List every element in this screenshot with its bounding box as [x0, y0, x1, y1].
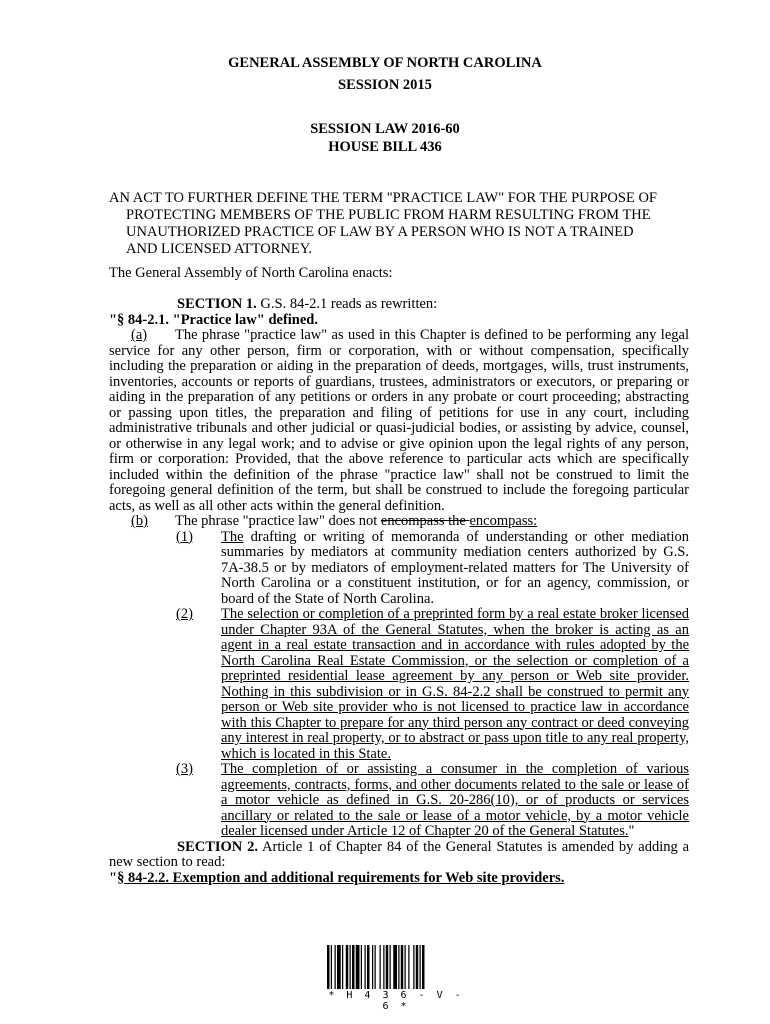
barcode-bar	[386, 945, 389, 989]
barcode-bar	[346, 945, 349, 989]
subsection-b-text	[175, 514, 689, 530]
subdivision-1-body: drafting or writing of memoranda of understanding or other mediation summaries by mediators at community mediation centers authorized by G.S. 7A-38.5 or by mediators of employment-related matters for The University of North Carolina or a constituent institution, or for an agency, commission, or board of the State of North Carolina.	[221, 528, 689, 607]
act-title-line: AN ACT TO FURTHER DEFINE THE TERM "PRACTICE LAW" FOR THE PURPOSE OF	[109, 190, 657, 206]
subsection-a-body: The phrase "practice law" as used in this Chapter is defined to be performing any legal service for any other person, firm or corporation, with or without compensation, specifically including the preparation or aiding in the preparation of deeds, mortgages, wills, trust instruments, inventories, accounts or reports of guardians, trustees, administrators or executors, or preparing or aiding in the preparation of any petitions or orders in any probate or court proceeding; abstracting or passing upon titles, the preparation and filing of petitions for use in any court, including administrative tribunals and other judicial or quasi-judicial bodies, or assisting by advice, counsel, or otherwise in any legal work; and to advise or give opinion upon the legal rights of any person, firm or corporation: Provided, that the above reference to particular acts which are specifically included within the definition of the phrase "practice law" shall not be construed to limit the foregoing general definition of the term, but shall be construed to include the foregoing particular acts, as well as all other acts within the general definition.	[109, 327, 689, 514]
act-title-line: PROTECTING MEMBERS OF THE PUBLIC FROM HARM RESULTING FROM THE	[126, 207, 651, 223]
barcode-bar	[375, 945, 376, 989]
session-law-heading: SESSION LAW 2016-60	[310, 121, 460, 137]
barcode-bar	[390, 945, 391, 989]
barcode-bar	[401, 945, 404, 989]
subdivision-2-number: (2)	[176, 606, 193, 622]
barcode-bar	[337, 945, 341, 989]
subsection-b	[109, 514, 689, 530]
barcode-bar	[380, 945, 381, 989]
act-title	[109, 190, 689, 258]
subdivision-3-text	[221, 762, 689, 840]
barcode-bar	[342, 945, 343, 989]
subdivision-1	[109, 530, 689, 608]
barcode-bar	[416, 945, 419, 989]
section-2-heading: SECTION 2.	[177, 838, 258, 855]
barcode-bar	[420, 945, 421, 989]
section-2-intro	[109, 840, 689, 871]
added-text: encompass:	[469, 513, 538, 529]
barcode-bar	[405, 945, 406, 989]
bill-heading: HOUSE BILL 436	[328, 139, 442, 155]
subdivision-1-number: (1)	[176, 528, 193, 545]
section-1-heading: SECTION 1.	[177, 296, 257, 312]
new-section-title: § 84-2.2. Exemption and additional requirements for Web site providers.	[117, 869, 565, 886]
subdivision-3-body: The completion of or assisting a consumer in the completion of various agreements, contracts, forms, and other documents related to the sale or lease of a motor vehicle as defined in G.S. 20-286(10), or of products or services ancillary or related to the sale or lease of a motor vehicle, by a motor vehicle dealer licensed under Article 12 of Chapter 20 of the General Statutes.	[221, 761, 689, 839]
section-2-text: Article 1 of Chapter 84 of the General Statutes is amended by adding a new section to read:	[109, 838, 689, 870]
enacting-clause: The General Assembly of North Carolina enacts:	[109, 265, 393, 281]
barcode-bar	[372, 945, 373, 989]
barcode	[327, 945, 465, 989]
section-1	[109, 297, 689, 886]
assembly-heading: GENERAL ASSEMBLY OF NORTH CAROLINA	[228, 55, 542, 71]
statute-heading	[109, 313, 689, 329]
barcode-bar	[398, 945, 399, 989]
section-1-intro	[109, 297, 689, 313]
subdivision-3	[109, 762, 689, 840]
subsection-a	[109, 328, 689, 514]
subdivision-3-number: (3)	[176, 761, 193, 777]
subsection-b-body: The phrase "practice law" does not	[175, 513, 381, 529]
barcode-bar	[356, 945, 360, 989]
barcode-bar	[413, 945, 414, 989]
barcode-bar	[335, 945, 336, 989]
subsection-b-number: (b)	[131, 513, 148, 529]
barcode-bar	[422, 945, 425, 989]
barcode-bar	[367, 945, 370, 989]
subdivision-2-text: The selection or completion of a preprinted form by a real estate broker licensed under Chapter 93A of the General Statutes, when the broker is acting as an agent in a real estate transaction and in accordance with rules adopted by the North Carolina Real Estate Commission, or the selection or completion of a preprinted residential lease agreement by any person or Web site provider. Nothing in this subdivision or in G.S. 84-2.2 shall be construed to permit any person or Web site provider who is not licensed to practice law in accordance with this Chapter to prepare for any third person any contract or deed conveying any interest in real property, or to abstract or pass upon title to any real property, which is located in this State.	[221, 606, 689, 762]
statute-number: "§ 84-2.1.	[109, 311, 170, 328]
subdivision-1-text	[221, 530, 689, 608]
barcode-bar	[327, 945, 330, 989]
barcode-text: * H 4 3 6 - V - 6 *	[328, 990, 464, 1012]
subdivision-2	[109, 607, 689, 762]
act-title-line: UNAUTHORIZED PRACTICE OF LAW BY A PERSON WHO IS NOT A TRAINED	[126, 224, 634, 240]
section-1-text: G.S. 84-2.1 reads as rewritten:	[256, 296, 438, 312]
statute-title: "Practice law" defined.	[169, 311, 318, 328]
subsection-a-text	[109, 328, 689, 514]
subsection-a-number: (a)	[131, 327, 148, 343]
barcode-bar	[331, 945, 332, 989]
added-text: The	[221, 528, 244, 545]
struck-text: encompass the	[380, 513, 470, 529]
new-section-heading	[109, 871, 689, 887]
barcode-bar	[383, 945, 384, 989]
opening-quote: "	[109, 869, 118, 886]
closing-quote: "	[628, 823, 635, 839]
barcode-bar	[365, 945, 366, 989]
session-heading: SESSION 2015	[338, 77, 432, 93]
barcode-bar	[393, 945, 397, 989]
barcode-bar	[408, 945, 409, 989]
act-title-line: AND LICENSED ATTORNEY.	[126, 241, 312, 257]
barcode-bar	[361, 945, 362, 989]
barcode-bar	[350, 945, 351, 989]
barcode-bar	[352, 945, 355, 989]
